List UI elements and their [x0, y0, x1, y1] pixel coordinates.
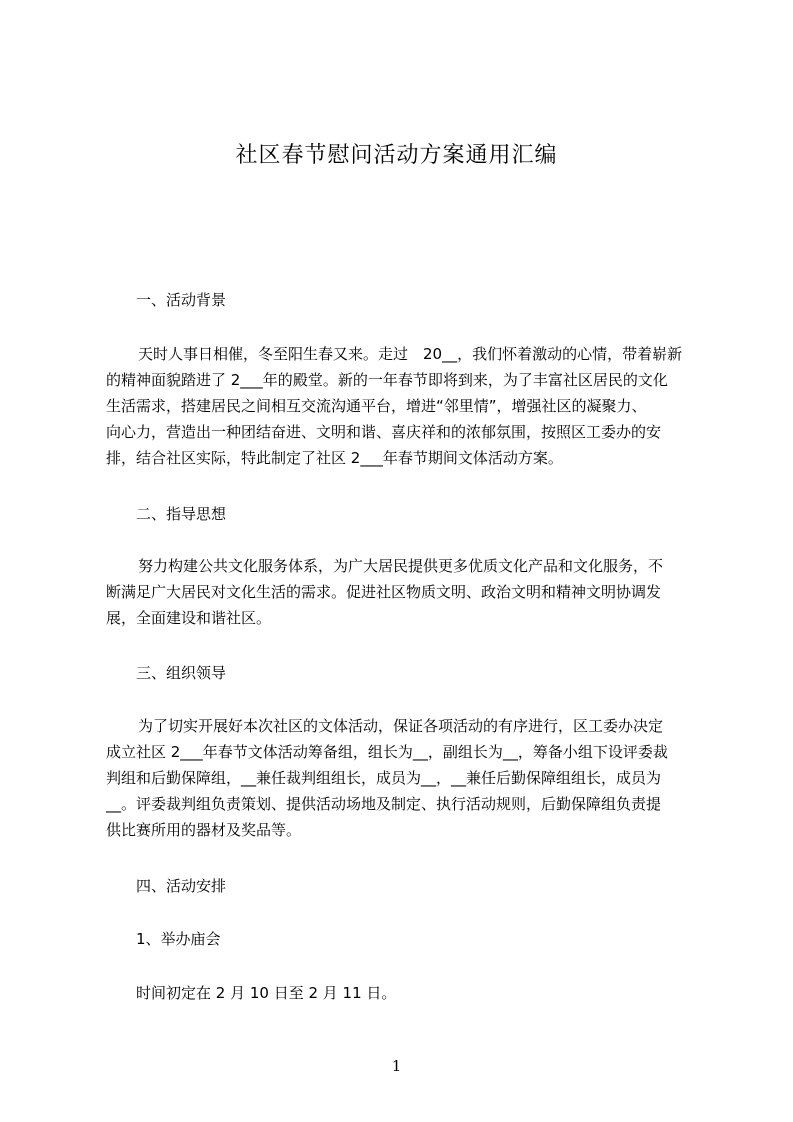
paragraph-line: 展，全面建设和谐社区。 — [106, 609, 272, 627]
paragraph-line: 努力构建公共文化服务体系，为广大居民提供更多优质文化产品和文化服务，不 — [138, 557, 664, 575]
paragraph-line: 向心力，营造出一种团结奋进、文明和谐、喜庆祥和的浓郁氛围，按照区工委办的安 — [106, 423, 662, 441]
paragraph-guiding — [106, 553, 698, 631]
paragraph-line: 断满足广大居民对文化生活的需求。促进社区物质文明、政治文明和精神文明协调发 — [106, 583, 662, 601]
paragraph-line: 供比赛所用的器材及奖品等。 — [106, 821, 302, 839]
paragraph-line: 生活需求，搭建居民之间相互交流沟通平台，增进“邻里情”，增强社区的凝聚力、 — [106, 397, 647, 415]
paragraph-line: 排，结合社区实际，特此制定了社区 2___年春节期间文体活动方案。 — [106, 449, 563, 467]
paragraph-line: 判组和后勤保障组，__兼任裁判组组长，成员为__，__兼任后勤保障组组长，成员为 — [106, 769, 662, 787]
section-heading-background: 一、活动背景 — [136, 291, 227, 309]
sub-heading-temple-fair: 1、举办庙会 — [136, 930, 221, 948]
event-time-text: 时间初定在 2 月 10 日至 2 月 11 日。 — [136, 984, 397, 1002]
section-heading-leadership: 三、组织领导 — [136, 664, 227, 682]
paragraph-line: 为了切实开展好本次社区的文体活动，保证各项活动的有序进行，区工委办决定 — [138, 717, 664, 735]
paragraph-line: 成立社区 2___年春节文体活动筹备组，组长为__，副组长为__，筹备小组下设评委裁 — [106, 743, 668, 761]
paragraph-line: __。评委裁判组负责策划、提供活动场地及制定、执行活动规则，后勤保障组负责提 — [106, 795, 662, 813]
document-title: 社区春节慰问活动方案通用汇编 — [235, 143, 558, 168]
section-heading-guiding: 二、指导思想 — [136, 505, 227, 523]
section-heading-arrangement: 四、活动安排 — [136, 877, 227, 895]
paragraph-background — [106, 341, 698, 471]
paragraph-line: 天时人事日相催，冬至阳生春又来。走过 20__，我们怀着激动的心情，带着崭新 — [138, 345, 683, 363]
paragraph-leadership — [106, 713, 698, 843]
page-number: 1 — [391, 1057, 402, 1075]
paragraph-line: 的精神面貌踏进了 2___年的殿堂。新的一年春节即将到来，为了丰富社区居民的文化 — [106, 371, 668, 389]
